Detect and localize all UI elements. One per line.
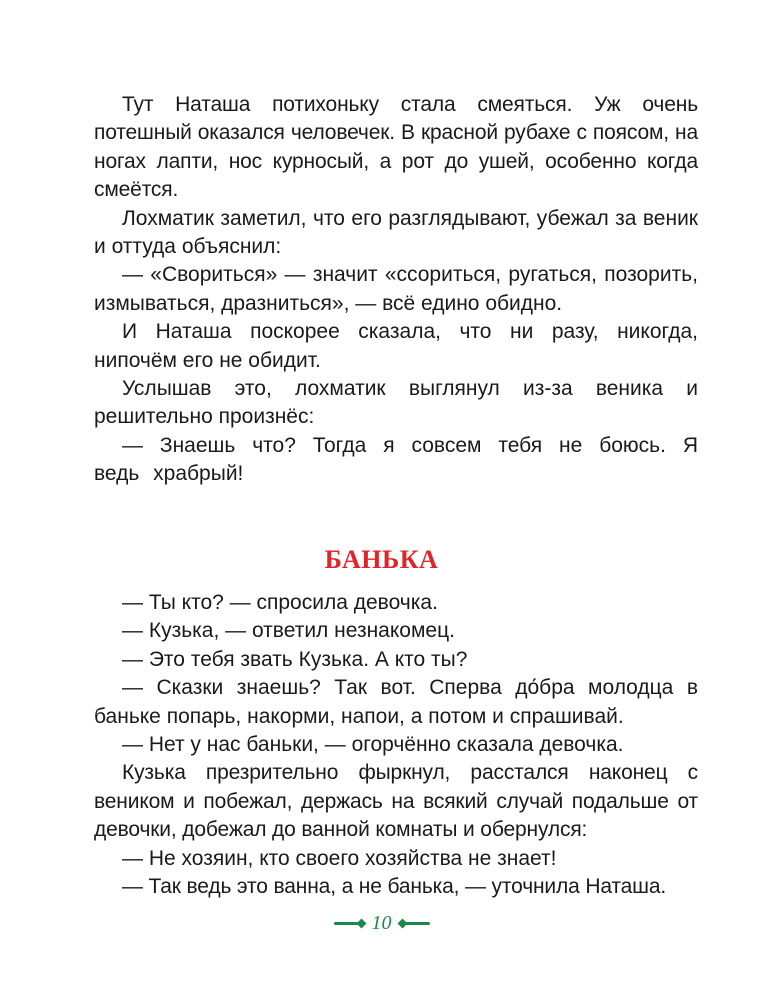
- page-number-text: 10: [371, 912, 392, 934]
- story-text-chapter: [94, 589, 698, 901]
- chapter-title: БАНЬКА: [324, 545, 439, 574]
- paragraph: Услышав это, лохматик выглянул из-за веника и решительно произнёс:: [94, 377, 698, 429]
- ornament-left-icon: [334, 922, 364, 925]
- paragraph: — Знаешь что? Тогда я совсем тебя не боюсь. Я ведь храбрый!: [94, 433, 698, 486]
- paragraph: — Нет у нас баньки, — огорчённо сказала девочка.: [122, 733, 624, 757]
- paragraph: — Так ведь это ванна, а не банька, — уточнила Наташа.: [122, 875, 667, 899]
- ornament-right-icon: [400, 922, 430, 925]
- paragraph: — Это тебя звать Кузька. А кто ты?: [122, 647, 468, 671]
- paragraph: — Не хозяин, кто своего хозяйства не знает!: [122, 846, 557, 870]
- paragraph: — «Свориться» — значит «ссориться, ругаться, позорить, измываться, дразниться», — всё едино обидно.: [94, 263, 698, 315]
- story-text-top: [94, 91, 698, 489]
- paragraph: — Сказки знаешь? Так вот. Сперва до́бра молодца в баньке попарь, накорми, напои, а потом и спрашивай.: [94, 676, 698, 728]
- paragraph: Тут Наташа потихоньку стала смеяться. Уж очень потешный оказался человечек. В красной рубахе с поясом, на ногах лапти, нос курносый, а рот до ушей, особенно когда смеётся.: [94, 93, 698, 202]
- page-number: [0, 912, 763, 935]
- paragraph: Кузька презрительно фыркнул, расстался наконец с веником и побежал, держась на всякий случай подальше от девочки, добежал до ванной комнаты и обернулся:: [94, 761, 698, 842]
- paragraph: — Ты кто? — спросила девочка.: [122, 591, 438, 614]
- paragraph: Лохматик заметил, что его разглядывают, убежал за веник и оттуда объяснил:: [94, 206, 698, 259]
- paragraph: И Наташа поскорее сказала, что ни разу, никогда, нипочём его не обидит.: [94, 320, 698, 372]
- paragraph: — Кузька, — ответил незнакомец.: [122, 619, 455, 643]
